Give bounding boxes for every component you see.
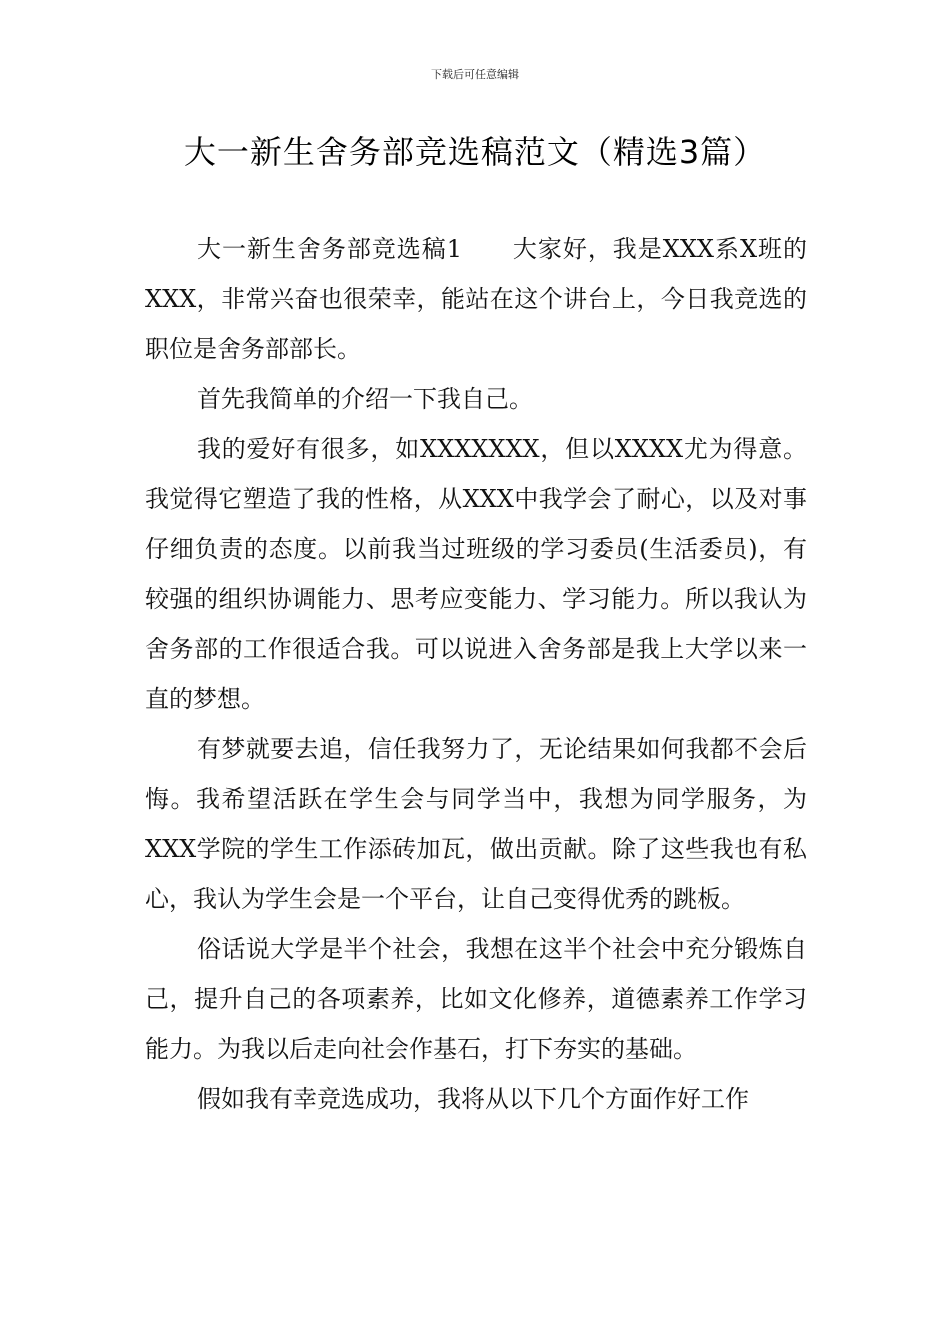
header-note: 下载后可任意编辑	[431, 68, 519, 81]
paragraph: 大一新生舍务部竞选稿1 大家好，我是XXX系X班的XXX，非常兴奋也很荣幸，能站在这个讲台上，今日我竞选的职位是舍务部部长。	[145, 235, 807, 363]
paragraph: 我的爱好有很多，如XXXXXXX，但以XXXX尤为得意。我觉得它塑造了我的性格，从XXX中我学会了耐心，以及对事仔细负责的态度。以前我当过班级的学习委员(生活委员)，有较强的组织协调能力、思考应变能力、学习能力。所以我认为舍务部的工作很适合我。可以说进入舍务部是我上大学以来一直的梦想。	[145, 435, 807, 713]
paragraph: 假如我有幸竞选成功，我将从以下几个方面作好工作	[197, 1085, 749, 1113]
paragraph: 俗话说大学是半个社会，我想在这半个社会中充分锻炼自己，提升自己的各项素养，比如文化修养，道德素养工作学习能力。为我以后走向社会作基石，打下夯实的基础。	[145, 935, 807, 1063]
paragraph: 有梦就要去追，信任我努力了，无论结果如何我都不会后悔。我希望活跃在学生会与同学当中，我想为同学服务，为XXX学院的学生工作添砖加瓦，做出贡献。除了这些我也有私心，我认为学生会是一个平台，让自己变得优秀的跳板。	[145, 735, 807, 913]
paragraph: 首先我简单的介绍一下我自己。	[197, 385, 533, 413]
document-body	[145, 224, 807, 1124]
document-title: 大一新生舍务部竞选稿范文（精选3篇）	[183, 133, 767, 171]
